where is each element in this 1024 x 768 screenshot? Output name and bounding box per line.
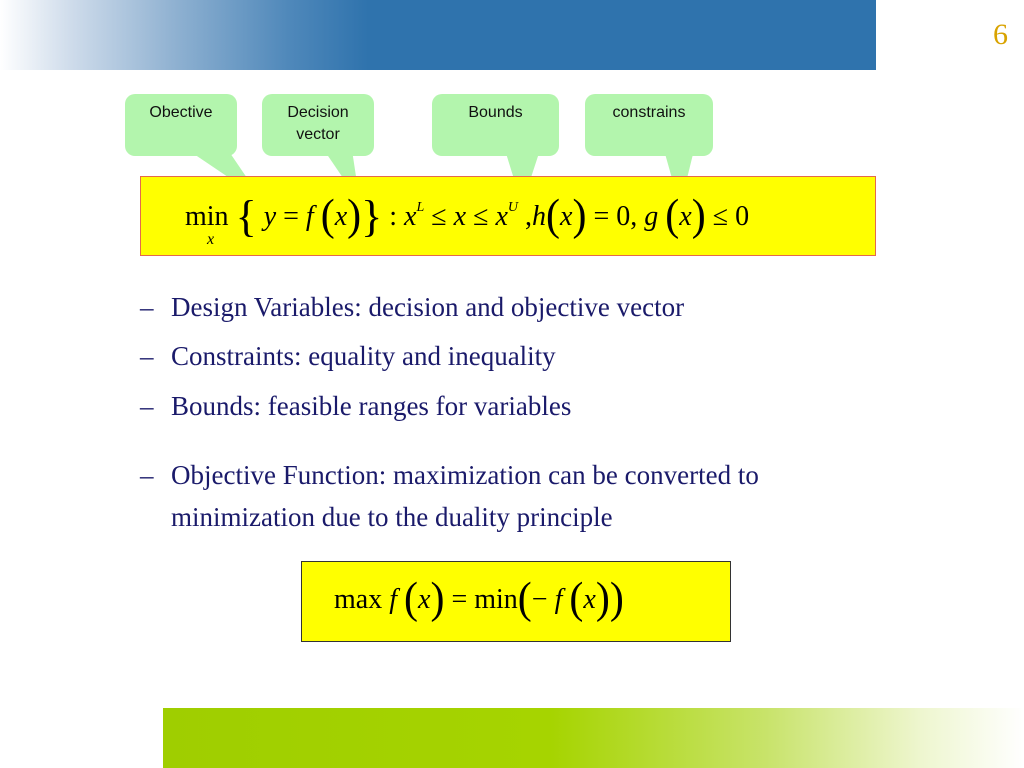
callout-decision-label: Decision vector xyxy=(287,104,349,143)
paren-open-g: ( xyxy=(665,191,680,241)
callout-objective: Obective xyxy=(125,94,237,156)
var-y: y xyxy=(263,201,277,232)
eq-sign-2: = xyxy=(593,201,610,232)
callout-constrains: constrains xyxy=(585,94,713,156)
bullet-text-line1: Objective Function: maximization can be converted to xyxy=(171,460,759,490)
min-operator: min xyxy=(185,201,229,232)
func-f: f xyxy=(305,201,314,232)
var-x: x xyxy=(418,584,431,615)
paren-close-g: ) xyxy=(691,191,706,241)
callout-bounds: Bounds xyxy=(432,94,559,156)
superscript-L: L xyxy=(416,200,425,215)
open-brace: { xyxy=(235,192,257,241)
paren-close: ) xyxy=(430,574,445,624)
leq-3: ≤ xyxy=(712,201,729,232)
footer-gradient-band xyxy=(163,708,1024,768)
bullet-dash: – xyxy=(140,391,154,421)
paren-open: ( xyxy=(320,191,335,241)
bullet-text: Bounds: feasible ranges for variables xyxy=(171,391,572,421)
leq-2: ≤ xyxy=(473,201,489,232)
minus-sign: − xyxy=(531,584,548,615)
callout-decision-vector xyxy=(262,94,374,156)
var-x-inner: x xyxy=(583,584,596,615)
zero: 0 xyxy=(735,201,750,232)
outer-paren-open: ( xyxy=(517,574,532,624)
paren-close-h: ) xyxy=(572,191,587,241)
var-x-h: x xyxy=(560,201,573,232)
min-subscript-x: x xyxy=(207,231,215,248)
zero-comma: 0, xyxy=(616,201,638,232)
var-x-upper: x xyxy=(495,201,508,232)
comma: , xyxy=(525,201,533,232)
paren-open-h: ( xyxy=(546,191,561,241)
bullet-dash: – xyxy=(140,341,154,371)
page-number: 6 xyxy=(993,18,1008,51)
min-operator: min xyxy=(474,584,518,615)
max-operator: max xyxy=(334,584,383,615)
colon: : xyxy=(389,201,398,232)
func-h: h xyxy=(532,201,547,232)
close-brace: } xyxy=(361,192,383,241)
superscript-U: U xyxy=(507,200,519,215)
eq-sign: = xyxy=(283,201,299,232)
bullet-text-line2: minimization due to the duality principle xyxy=(171,502,613,532)
func-f-inner: f xyxy=(554,584,563,615)
outer-paren-close: ) xyxy=(609,574,624,624)
duality-formula-box xyxy=(301,561,731,642)
bullet-text: Design Variables: decision and objective vector xyxy=(171,292,685,322)
var-x-mid: x xyxy=(453,201,467,232)
func-g: g xyxy=(644,201,659,232)
optimization-formula xyxy=(185,191,750,241)
func-f: f xyxy=(389,584,397,615)
bullet-dash: – xyxy=(140,460,154,490)
var-x-lower: x xyxy=(404,201,417,232)
bullet-text: Constraints: equality and inequality xyxy=(171,341,556,371)
inner-paren-close: ) xyxy=(595,574,610,624)
bullet-dash: – xyxy=(140,292,154,322)
var-x: x xyxy=(334,201,348,232)
inner-paren-open: ( xyxy=(569,574,584,624)
paren-open: ( xyxy=(404,574,418,624)
eq-sign: = xyxy=(451,584,468,615)
leq-1: ≤ xyxy=(431,201,447,232)
duality-formula xyxy=(334,574,624,624)
paren-close: ) xyxy=(347,191,362,241)
optimization-formula-box xyxy=(140,176,876,256)
var-x-g: x xyxy=(679,201,692,232)
